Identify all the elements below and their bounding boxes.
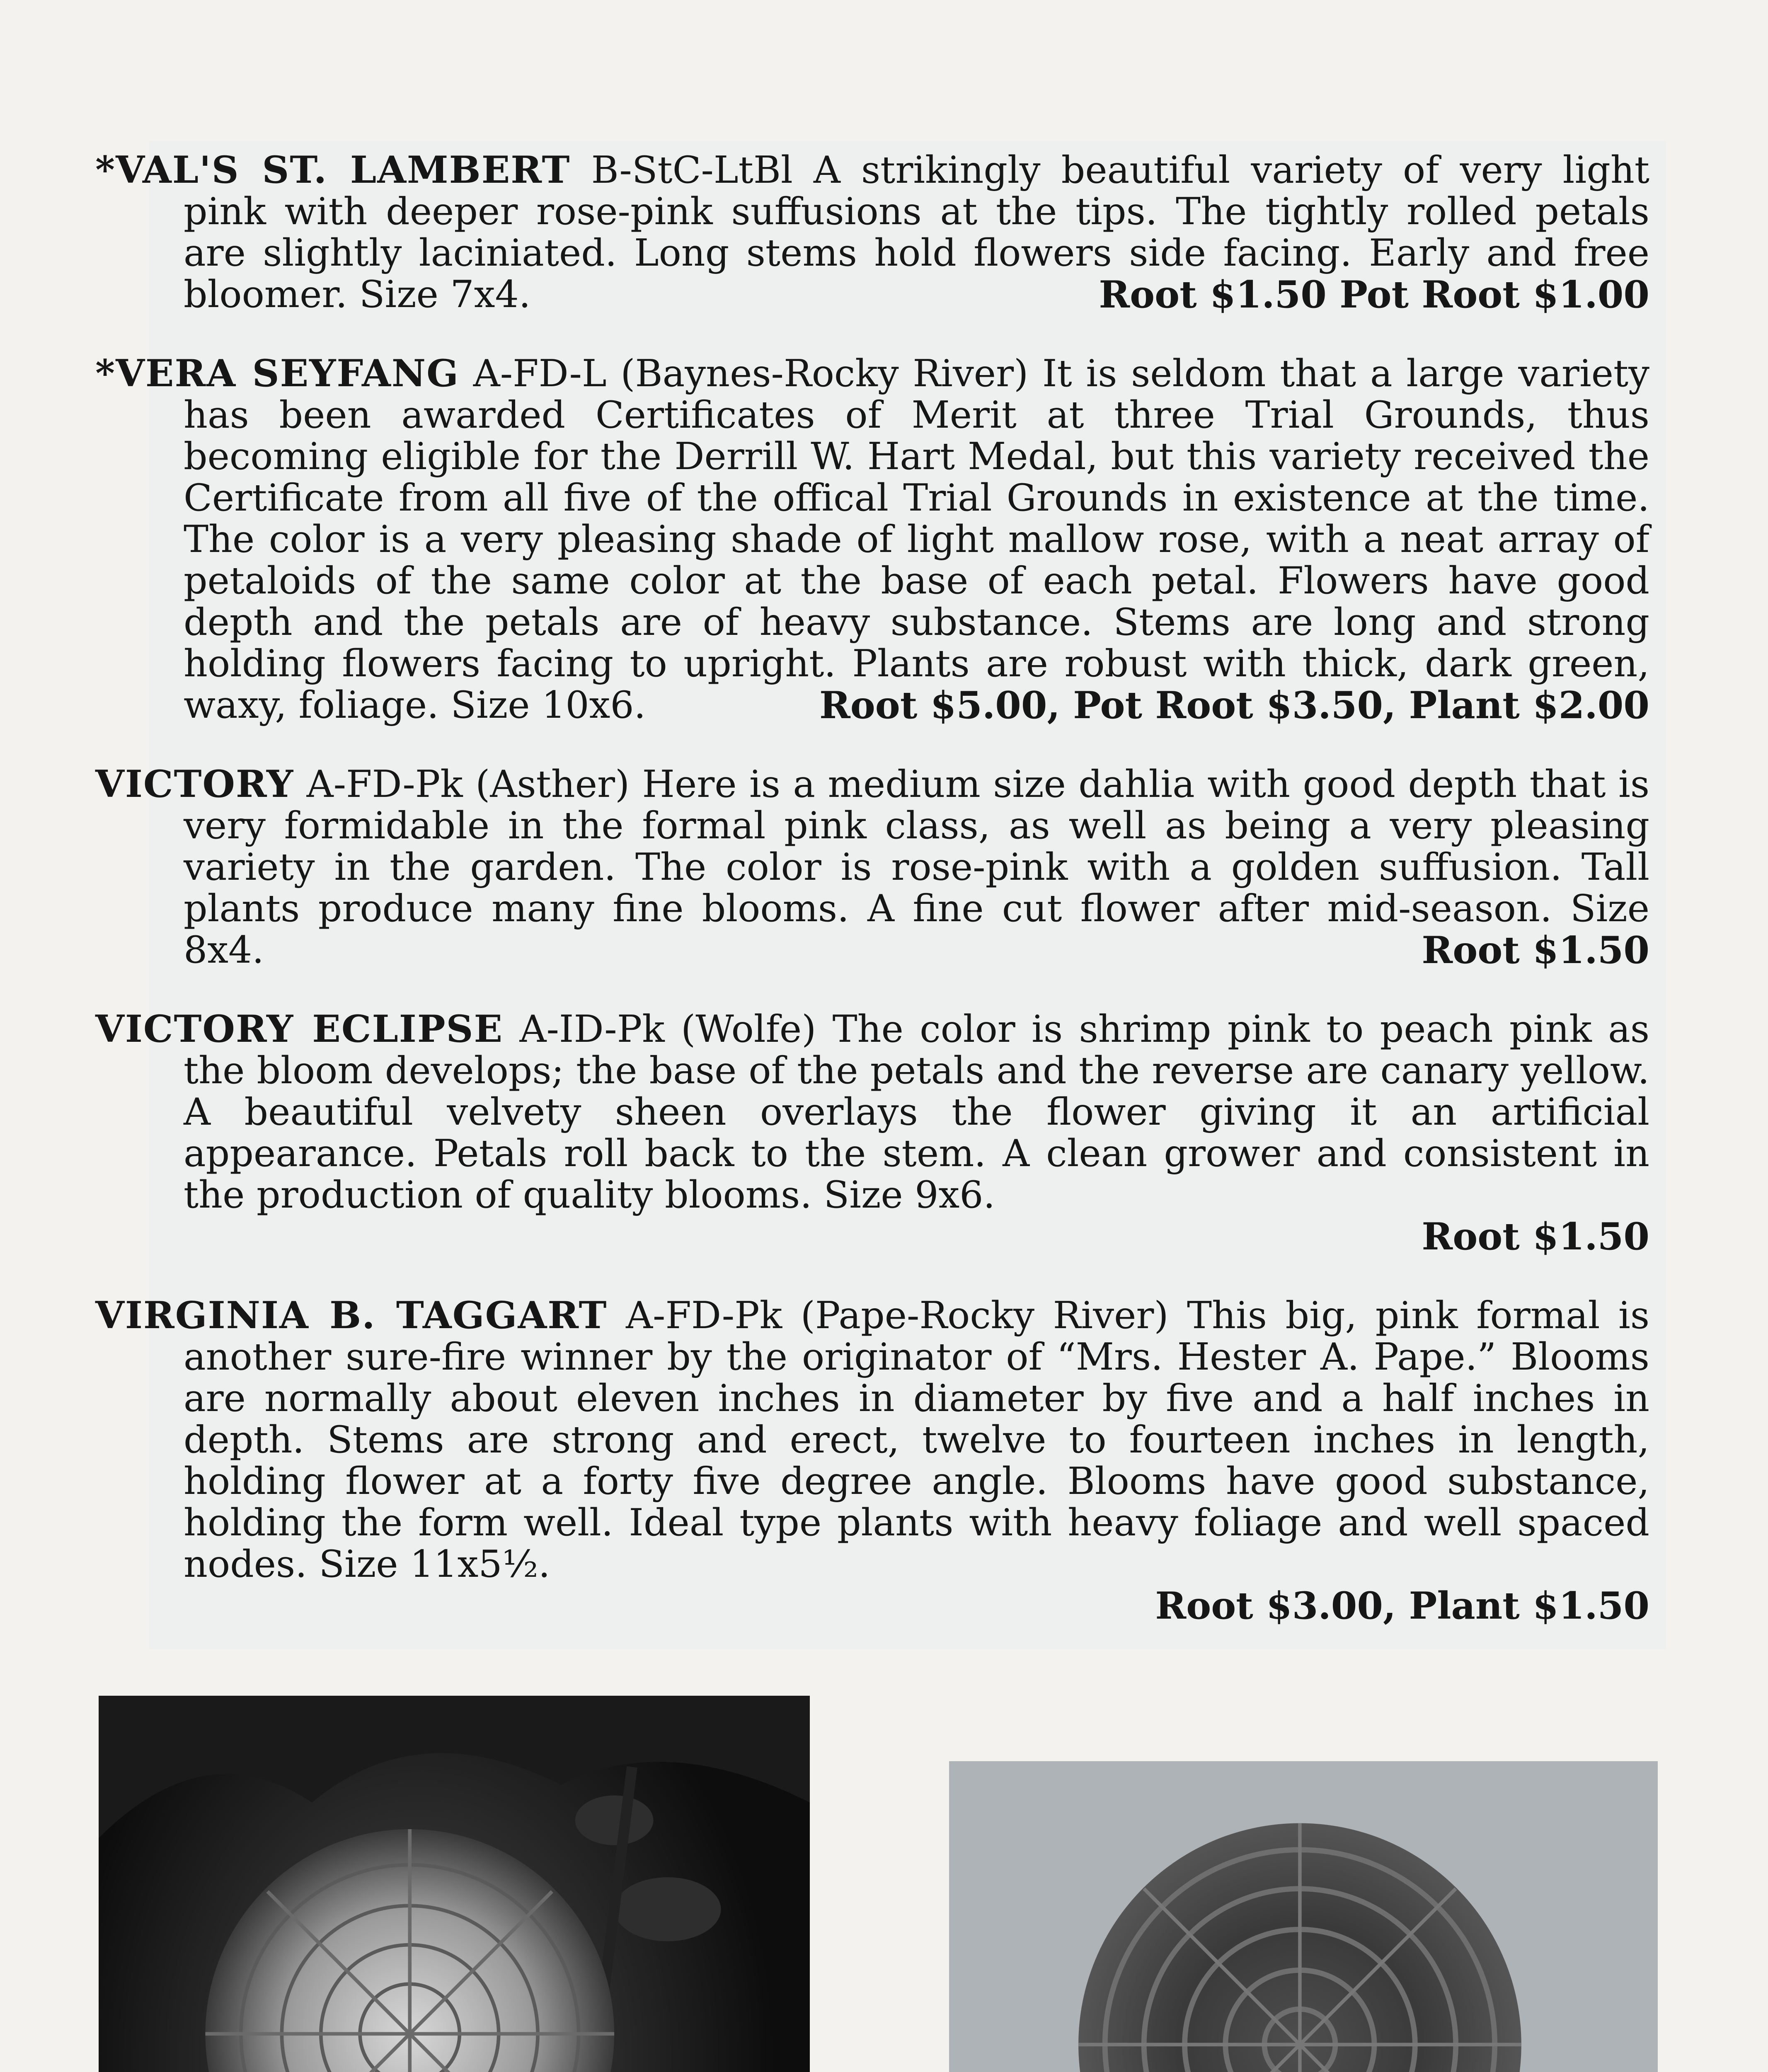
entry-price: Root $5.00, Pot Root $3.50, Plant $2.00 (819, 683, 1649, 727)
dahlia-photo-studio (949, 1761, 1658, 2072)
entry-text: A-FD-Pk (Asther) Here is a medium size dahlia with good depth that is very formidable in the formal pink class, as well as being a very pleasing variety in the garden. The color is rose-pink with a golden suffusion. Tall plants produce many fine blooms. A fine cut flower after mid-season. Size 8x4. (184, 762, 1650, 972)
entry-name: VIRGINIA B. TAGGART (95, 1293, 608, 1337)
entry-price: Root $3.00, Plant $1.50 (1155, 1584, 1649, 1628)
entry-price: Root $1.50 Pot Root $1.00 (1099, 273, 1649, 317)
entry-vals-st-lambert (95, 149, 1649, 315)
entry-text: A-FD-Pk (Pape-Rocky River) This big, pink formal is another sure-fire winner by the originator of “Mrs. Hester A. Pape.” Blooms are normally about eleven inches in diameter by five and a half inches in depth. Stems are strong and erect, twelve to fourteen inches in length, holding flower at a forty five degree angle. Blooms have good substance, holding the form well. Ideal type plants with heavy foliage and well spaced nodes. Size 11x5½. (184, 1294, 1650, 1586)
entry-name: *VAL'S ST. LAMBERT (95, 148, 571, 192)
entry-virginia-b-taggart (95, 1295, 1649, 1627)
entry-name: VICTORY (95, 762, 294, 806)
photo-vera-seyfang (99, 1696, 810, 2072)
entry-victory-eclipse (95, 1008, 1649, 1257)
entry-text: B-StC-LtBl A strikingly beautiful variety of very light pink with deeper rose-pink suffusions at the tips. The tightly rolled petals are slightly laciniated. Long stems hold flowers side facing. Early and free bloomer. Size 7x4. (184, 148, 1649, 316)
entry-price: Root $1.50 (1422, 1215, 1649, 1259)
entry-victory (95, 763, 1649, 971)
catalog-entries (95, 112, 1649, 1651)
entry-vera-seyfang (95, 353, 1649, 726)
entry-text: A-ID-Pk (Wolfe) The color is shrimp pink to peach pink as the bloom develops; the base of the petals and the reverse are canary yellow. A beautiful velvety sheen overlays the flower giving it an artificial appearance. Petals roll back to the stem. A clean grower and consistent in the production of quality blooms. Size 9x6. (184, 1007, 1650, 1217)
photo-virginia-b-taggart (949, 1761, 1658, 2072)
dahlia-photo-dark (99, 1696, 810, 2072)
entry-name: VICTORY ECLIPSE (95, 1007, 504, 1051)
entry-text: A-FD-L (Baynes-Rocky River) It is seldom that a large variety has been awarded Certificates of Merit at three Trial Grounds, thus becoming eligible for the Derrill W. Hart Medal, but this variety received the Certificate from all five of the offical Trial Grounds in existence at the time. The color is a very pleasing shade of light mallow rose, with a neat array of petaloids of the same color at the base of each petal. Flowers have good depth and the petals are of heavy substance. Stems are long and strong holding flowers facing to upright. Plants are robust with thick, dark green, waxy, foliage. Size 10x6. (184, 352, 1650, 727)
entry-name: *VERA SEYFANG (95, 351, 460, 395)
entry-price: Root $1.50 (1422, 928, 1649, 972)
